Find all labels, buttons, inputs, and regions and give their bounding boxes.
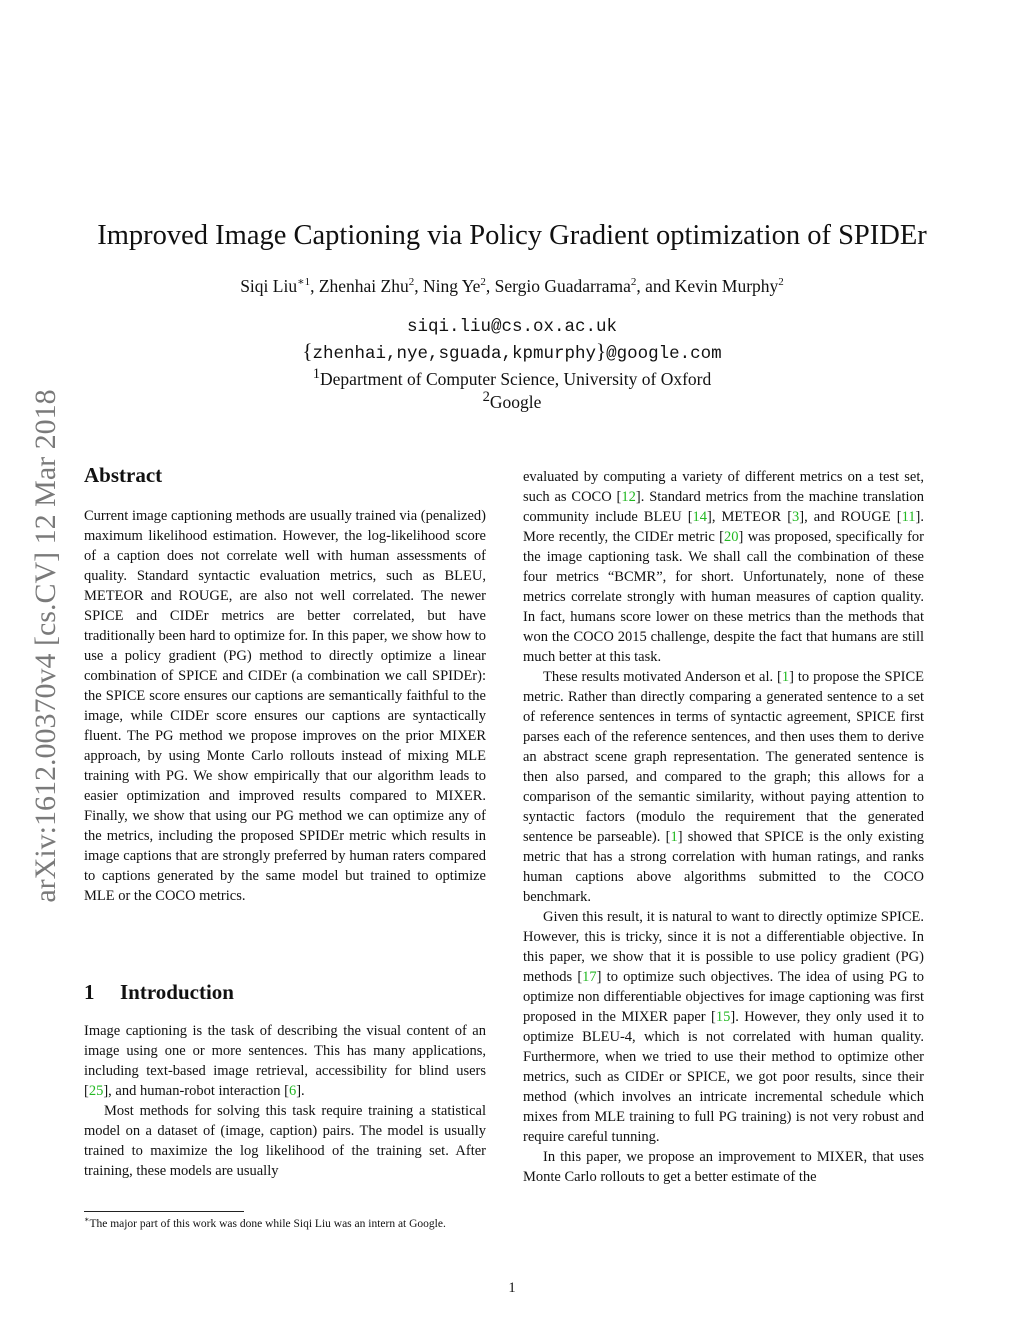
- email-users: zhenhai,nye,sguada,kpmurphy: [312, 344, 596, 364]
- text-run: ] was proposed, specifically for the image captioning task. We shall call the combination of these four metrics “BCMR”, for short. Unfortunately, none of these metrics correlate strongly with human measures of caption quality. In fact, humans score lower on these metrics than the methods that won the COCO 2015 challenge, despite the fact that humans are still much better at this task.: [523, 529, 924, 665]
- text-run: ] showed that SPICE is the only existing metric that has a strong correlation with human ratings, and ranks human captions above algorithms submitted to the COCO benchmark.: [523, 829, 924, 905]
- section-number: 1: [84, 980, 95, 1004]
- affiliation-mark: 1: [312, 366, 321, 382]
- author-list: [60, 274, 964, 298]
- author-name: Siqi Liu: [240, 276, 298, 296]
- footnote-text: The major part of this work was done while Siqi Liu was an intern at Google.: [89, 1218, 446, 1230]
- citation-link[interactable]: 6: [288, 1083, 297, 1099]
- text-run: Given this result, it is natural to want to directly optimize SPICE. However, this is tricky, since it is not a differentiable objective. In this paper, we show that it is possible to use policy gradient (PG) methods [: [523, 909, 924, 985]
- email-domain: @google.com: [606, 344, 722, 364]
- text-run: ] to optimize such objectives. The idea of using PG to optimize non differentiable objectives for image captioning was first proposed in the MIXER paper [: [523, 969, 925, 1025]
- author-separator: ,: [310, 276, 319, 296]
- footnote-rule: [84, 1211, 244, 1212]
- author-separator: ,: [414, 276, 423, 296]
- intro-left-column: [84, 1021, 486, 1181]
- author-name: Zhenhai Zhu: [318, 276, 409, 296]
- citation-link[interactable]: 1: [781, 669, 790, 685]
- brace-open: {: [302, 339, 313, 363]
- text-run: ]. More recently, the CIDEr metric [: [523, 509, 925, 545]
- author-separator: , and: [636, 276, 675, 296]
- citation-link[interactable]: 3: [792, 509, 800, 525]
- abstract-heading: Abstract: [84, 463, 163, 487]
- intro-paragraph-1: [84, 1021, 486, 1101]
- author-name: Ning Ye: [422, 276, 481, 296]
- paper-title: Improved Image Captioning via Policy Gradient optimization of SPIDEr: [97, 220, 927, 251]
- right-paragraph-2: [523, 667, 924, 907]
- intro-heading: [84, 978, 234, 1006]
- author-name: Kevin Murphy: [674, 276, 779, 296]
- intro-paragraph-2: Most methods for solving this task require training a statistical model on a dataset of (image, caption) pairs. The model is usually trained to maximize the log likelihood of the training set. After training, these models are usually: [84, 1103, 486, 1179]
- text-run: ], and ROUGE [: [799, 509, 902, 525]
- citation-link[interactable]: 20: [724, 529, 739, 545]
- citation-link[interactable]: 12: [621, 489, 636, 505]
- affiliation-text: Department of Computer Science, University of Oxford: [320, 368, 712, 389]
- text-run: Image captioning is the task of describing the visual content of an image using one or more sentences. This has many applications, including text-based image retrieval, accessibility for blind users [: [84, 1023, 486, 1099]
- text-run: ] to propose the SPICE metric. Rather than directly comparing a generated sentence to a set of reference sentences in terms of syntactic agreement, SPICE first parses each of the reference sentences, and then uses them to derive an abstract scene graph representation. The generated sentence is then also parsed, and compared to the graph; this allows for a comparison of the semantic similarity, without paying attention to syntactic factors (modulo the requirement that the generated sentence be parseable). [: [523, 669, 924, 845]
- citation-link[interactable]: 1: [670, 829, 678, 845]
- author-separator: ,: [485, 276, 495, 296]
- text-run: These results motivated Anderson et al. [: [543, 669, 782, 685]
- email-oxford: siqi.liu@cs.ox.ac.uk: [406, 317, 618, 337]
- citation-link[interactable]: 25: [88, 1083, 104, 1099]
- citation-link[interactable]: 17: [582, 969, 597, 985]
- right-paragraph-3: [523, 907, 924, 1147]
- citation-link[interactable]: 11: [901, 509, 916, 525]
- abstract-text: Current image captioning methods are usually trained via (penalized) maximum likelihood estimation. However, the log-likelihood score of a caption does not correlate well with human assessments of quality. Standard syntactic evaluation metrics, such as BLEU, METEOR and ROUGE, are also not well correlated. The newer SPICE and CIDEr metrics are better correlated, but have traditionally been hard to optimize for. In this paper, we show how to use a policy gradient (PG) method to directly optimize a linear combination of SPICE and CIDEr (a combination we call SPIDEr): the SPICE score ensures our captions are semantically faithful to the image, while CIDEr score ensures our captions are syntactically fluent. The PG method we propose improves on the prior MIXER approach, by using Monte Carlo rollouts instead of mixing MLE training with PG. We show empirically that our algorithm leads to easier optimization and improved results compared to MIXER. Finally, we show that using our PG method we can optimize any of the metrics, including the proposed SPIDEr metric which results in image captions that are strongly preferred by human raters compared to captions generated by the same model but trained to optimize MLE or the COCO metrics.: [84, 508, 486, 904]
- text-run: ]. However, they only used it to optimize BLEU-4, which is not correlated with human quality. Furthermore, when we tried to use their method to optimize other metrics, such as CIDEr or SPICE, we got poor results, since their method (which involves an intricate incremental schedule which mixes from MLE training to full PG training) is not very robust and require careful tunning.: [523, 1009, 924, 1145]
- citation-link[interactable]: 15: [715, 1009, 731, 1025]
- right-column: [523, 467, 924, 1187]
- author-mark: 2: [408, 276, 415, 289]
- author-mark: 2: [480, 276, 486, 289]
- text-run: ], and human-robot interaction [: [103, 1083, 289, 1099]
- author-name: Sergio Guadarrama: [494, 276, 631, 296]
- section-title: Introduction: [120, 980, 234, 1004]
- page-number: 1: [508, 1280, 516, 1296]
- author-mark: 2: [778, 276, 784, 289]
- citation-link[interactable]: 14: [692, 509, 708, 525]
- footnote: [84, 1216, 486, 1232]
- text-run: evaluated by computing a variety of different metrics on a test set, such as COCO [: [523, 469, 924, 505]
- right-paragraph-1: [523, 467, 924, 667]
- right-paragraph-4: In this paper, we propose an improvement to MIXER, that uses Monte Carlo rollouts to get a better estimate of the: [523, 1149, 924, 1185]
- author-mark: 2: [630, 276, 637, 289]
- text-run: ], METEOR [: [707, 509, 793, 525]
- abstract-body: [84, 506, 486, 906]
- text-run: ]. Standard metrics from the machine translation community include BLEU [: [523, 489, 924, 525]
- author-mark: ∗1: [297, 276, 311, 289]
- affiliation-google: [60, 385, 964, 414]
- affiliation-text: Google: [489, 391, 542, 412]
- affiliation-mark: 2: [482, 389, 490, 405]
- footnote-mark: ∗: [84, 1215, 90, 1225]
- arxiv-side-label: arXiv:1612.00370v4 [cs.CV] 12 Mar 2018: [29, 389, 62, 903]
- brace-close: }: [596, 339, 607, 363]
- text-run: ].: [296, 1083, 305, 1099]
